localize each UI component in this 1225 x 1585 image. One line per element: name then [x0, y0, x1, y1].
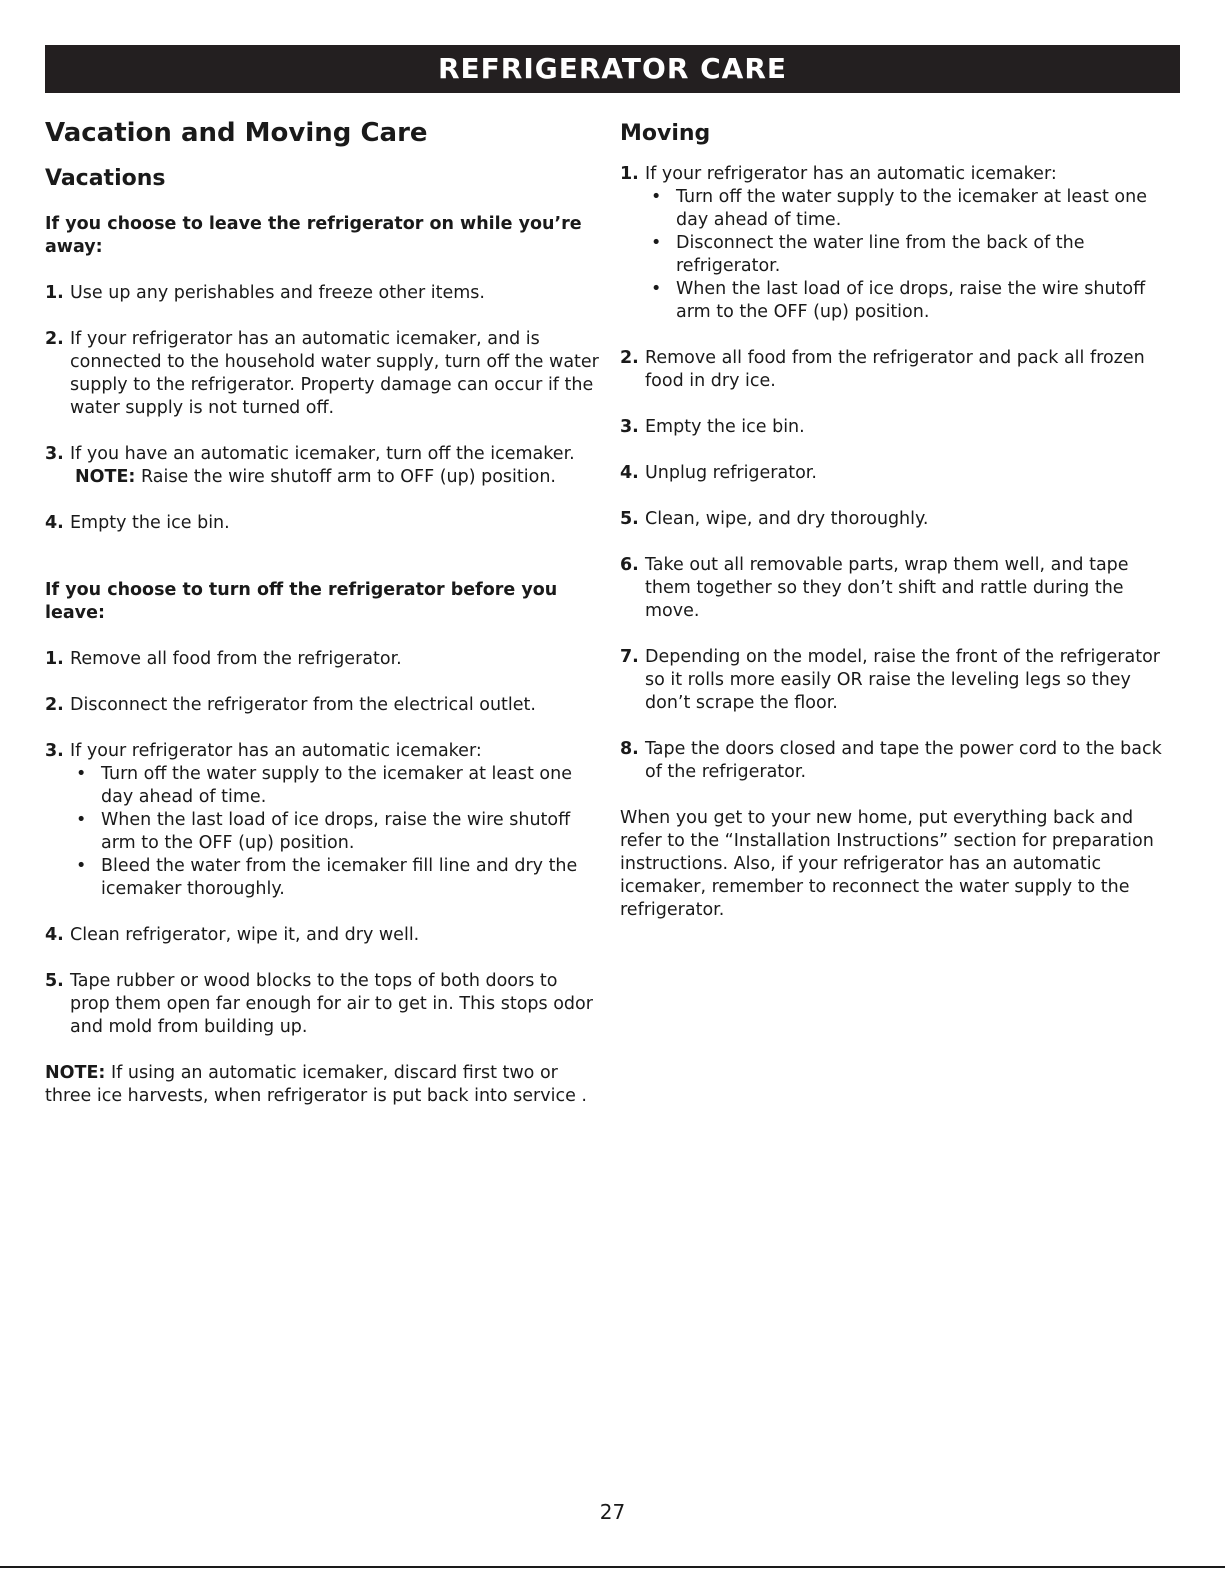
step-text: Depending on the model, raise the front of the refrigerator so it rolls more easily OR raise the leveling legs so they don’t scrape the floor.	[645, 647, 1160, 714]
list-item	[620, 738, 1165, 784]
bullet-item: • When the last load of ice drops, raise the wire shutoff arm to the OFF (up) position.	[70, 809, 600, 855]
step-text: Empty the ice bin.	[70, 512, 230, 533]
step-number: 3.	[45, 443, 64, 464]
note-label: NOTE:	[45, 1062, 106, 1083]
step-number: 1.	[620, 164, 639, 185]
leave-on-steps	[45, 282, 600, 535]
list-item	[45, 970, 600, 1039]
list-item	[620, 462, 1165, 485]
moving-heading: Moving	[620, 121, 711, 146]
step-number: 6.	[620, 555, 639, 576]
right-column	[620, 118, 1165, 922]
list-item	[45, 282, 600, 305]
list-item	[45, 694, 600, 717]
step-number: 3.	[45, 740, 64, 761]
step-number: 5.	[45, 970, 64, 991]
note-label: NOTE:	[75, 466, 136, 487]
step-text: Take out all removable parts, wrap them well, and tape them together so they don’t shift and rattle during the move.	[645, 555, 1129, 622]
left-column	[45, 118, 600, 1108]
step-number: 1.	[45, 648, 64, 669]
step-text: Use up any perishables and freeze other items.	[70, 282, 485, 303]
step-text: Remove all food from the refrigerator and pack all frozen food in dry ice.	[645, 348, 1145, 392]
bullet-list	[70, 763, 600, 901]
bottom-rule	[0, 1566, 1225, 1568]
list-item	[45, 328, 600, 420]
list-item	[620, 508, 1165, 531]
step-text: Tape the doors closed and tape the power cord to the back of the refrigerator.	[645, 739, 1162, 783]
leave-on-intro: If you choose to leave the refrigerator on while you’re away:	[45, 213, 582, 257]
step-text: If you have an automatic icemaker, turn off the icemaker.	[70, 443, 575, 464]
note-text: If using an automatic icemaker, discard first two or three ice harvests, when refrigerator is put back into service .	[45, 1062, 587, 1106]
bullet-list	[645, 186, 1165, 324]
closing-paragraph: When you get to your new home, put everything back and refer to the “Installation Instructions” section for preparation instructions. Also, if your refrigerator has an automatic icemaker, remember to reconnect the water supply to the refrigerator.	[620, 808, 1154, 921]
page-number: 27	[599, 1500, 626, 1524]
step-text: Remove all food from the refrigerator.	[70, 648, 402, 669]
list-item	[45, 512, 600, 535]
bullet-item: • Disconnect the water line from the back of the refrigerator.	[645, 232, 1165, 278]
step-number: 7.	[620, 647, 639, 668]
list-item	[45, 924, 600, 947]
step-number: 3.	[620, 417, 639, 438]
list-item	[45, 648, 600, 671]
step-text: If your refrigerator has an automatic icemaker:	[70, 740, 482, 761]
step-text: Clean, wipe, and dry thoroughly.	[645, 509, 929, 530]
step-number: 4.	[45, 512, 64, 533]
list-item	[620, 554, 1165, 623]
final-note	[45, 1062, 600, 1108]
bullet-item: • Turn off the water supply to the icemaker at least one day ahead of time.	[645, 186, 1165, 232]
bullet-item: • When the last load of ice drops, raise the wire shutoff arm to the OFF (up) position.	[645, 278, 1165, 324]
bullet-item: • Turn off the water supply to the icemaker at least one day ahead of time.	[70, 763, 600, 809]
step-number: 2.	[620, 348, 639, 369]
note-text: Raise the wire shutoff arm to OFF (up) position.	[135, 466, 556, 487]
page-banner: REFRIGERATOR CARE	[45, 45, 1180, 93]
step-number: 8.	[620, 739, 639, 760]
list-item	[620, 347, 1165, 393]
step-number: 1.	[45, 282, 64, 303]
step-text: If your refrigerator has an automatic icemaker:	[645, 164, 1057, 185]
bullet-item: • Bleed the water from the icemaker fill line and dry the icemaker thoroughly.	[70, 855, 600, 901]
list-item	[45, 443, 600, 489]
step-text: Clean refrigerator, wipe it, and dry well.	[70, 924, 420, 945]
list-item	[620, 163, 1165, 324]
step-number: 2.	[45, 328, 64, 349]
step-text: Empty the ice bin.	[645, 417, 805, 438]
step-text: Tape rubber or wood blocks to the tops of both doors to prop them open far enough for air to get in. This stops odor and mold from building up.	[70, 970, 593, 1037]
step-number: 4.	[620, 463, 639, 484]
step-number: 4.	[45, 924, 64, 945]
step-note	[70, 466, 600, 489]
step-number: 5.	[620, 509, 639, 530]
step-number: 2.	[45, 694, 64, 715]
step-text: Disconnect the refrigerator from the electrical outlet.	[70, 694, 536, 715]
moving-steps	[620, 163, 1165, 784]
section-heading: Vacation and Moving Care	[45, 118, 428, 148]
vacations-heading: Vacations	[45, 166, 166, 192]
turn-off-steps	[45, 648, 600, 1039]
step-text: Unplug refrigerator.	[645, 463, 817, 484]
turn-off-intro: If you choose to turn off the refrigerator before you leave:	[45, 579, 558, 623]
list-item	[45, 740, 600, 901]
list-item	[620, 646, 1165, 715]
step-text: If your refrigerator has an automatic icemaker, and is connected to the household water supply, turn off the water supply to the refrigerator. Property damage can occur if the water supply is not turned off.	[70, 328, 599, 418]
list-item	[620, 416, 1165, 439]
